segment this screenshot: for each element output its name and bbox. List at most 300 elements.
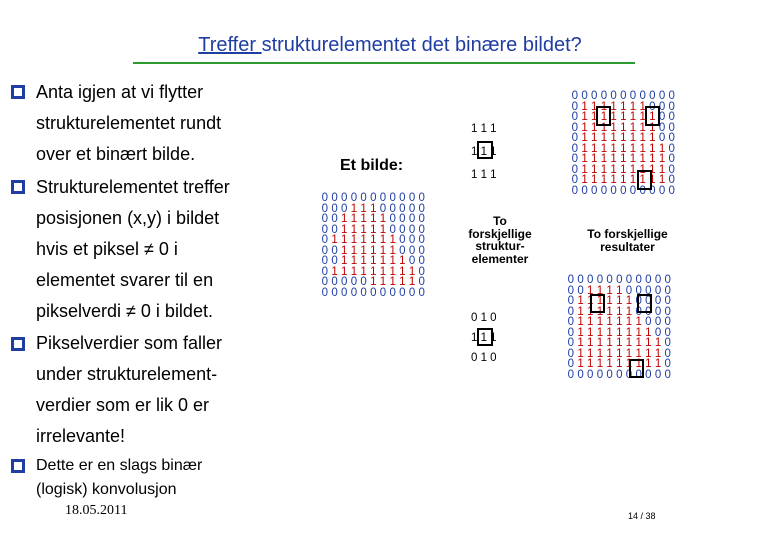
grid-cell: 0 [567, 274, 575, 286]
grid-cell: 1 [399, 276, 406, 288]
grid-cell: 1 [591, 163, 598, 176]
grid-cell: 0 [399, 213, 406, 225]
grid-cell: 1 [658, 153, 666, 165]
se2-row-3: 0 1 0 [471, 352, 497, 364]
grid-cell: 0 [635, 274, 642, 286]
grid-cell: 1 [399, 265, 406, 278]
grid-cell: 0 [581, 184, 588, 197]
grid-cell: 1 [610, 153, 617, 165]
grid-cell: 1 [577, 316, 584, 328]
grid-cell: 1 [360, 223, 367, 236]
grid-cell: 0 [567, 305, 575, 318]
grid-cell: 1 [625, 358, 633, 370]
grid-cell: 1 [370, 213, 377, 225]
grid-cell: 1 [591, 142, 598, 155]
grid-cell: 0 [616, 368, 623, 381]
grid-cell: 1 [620, 100, 627, 113]
grid-cell: 1 [577, 358, 584, 370]
grid-cell: 0 [620, 184, 627, 197]
grid-cell: 0 [331, 276, 338, 288]
grid-cell: 0 [408, 234, 416, 246]
grid-cell: 1 [408, 276, 416, 288]
bullet-marker-2 [11, 180, 25, 194]
grid-row [320, 188, 427, 204]
grid-row [566, 312, 673, 328]
bullet-line: posisjonen (x,y) i bildet [36, 208, 220, 228]
grid-cell: 0 [571, 184, 579, 197]
grid-cell: 1 [600, 121, 608, 134]
grid-cell: 1 [581, 100, 588, 113]
bullet-line: verdier som er lik 0 er [36, 395, 210, 415]
bullet-line: irrelevante! [36, 426, 126, 446]
grid-cell: 0 [571, 174, 579, 186]
title-underlined: Treffer [198, 34, 262, 56]
result-2-grid [566, 270, 673, 381]
grid-cell: 0 [350, 286, 358, 299]
grid-cell: 1 [610, 163, 617, 176]
bullet-marker-1 [11, 85, 25, 99]
bullet-line: Dette er en slags binær [36, 457, 203, 474]
grid-cell: 1 [600, 100, 608, 113]
grid-cell: 1 [591, 100, 598, 113]
grid-cell: 1 [625, 337, 633, 349]
grid-cell: 0 [341, 192, 348, 204]
grid-cell: 1 [341, 265, 348, 278]
grid-cell: 1 [341, 223, 348, 236]
grid-cell: 1 [350, 213, 358, 225]
bullet-line: pikselverdi ≠ 0 i bildet. [36, 301, 213, 321]
bullet-4-text [36, 454, 202, 502]
grid-cell: 0 [389, 286, 396, 299]
result-1-grid [570, 86, 677, 197]
grid-cell: 1 [658, 163, 666, 176]
grid-cell: 0 [635, 295, 642, 307]
grid-cell: 0 [571, 100, 579, 113]
grid-row [320, 199, 427, 215]
grid-row [570, 149, 677, 165]
bullet-line: strukturelementet rundt [36, 113, 222, 133]
grid-cell: 0 [664, 274, 671, 286]
se1-row-3: 1 1 1 [471, 169, 497, 181]
grid-cell: 1 [341, 213, 348, 225]
grid-cell: 0 [635, 284, 642, 297]
grid-cell: 0 [664, 284, 671, 297]
grid-cell: 0 [658, 121, 666, 134]
grid-row [566, 333, 673, 349]
grid-cell: 0 [625, 274, 633, 286]
grid-cell: 1 [625, 305, 633, 318]
grid-cell: 0 [668, 90, 675, 102]
grid-cell: 0 [321, 244, 329, 257]
grid-cell: 0 [567, 368, 575, 381]
grid-cell: 0 [408, 192, 416, 204]
grid-cell: 1 [591, 153, 598, 165]
grid-row [570, 170, 677, 186]
grid-row [570, 86, 677, 102]
grid-cell: 1 [389, 244, 396, 257]
grid-cell: 1 [616, 295, 623, 307]
grid-cell: 1 [370, 202, 377, 215]
grid-cell: 1 [616, 284, 623, 297]
grid-cell: 1 [600, 174, 608, 186]
grid-cell: 1 [616, 337, 623, 349]
grid-cell: 1 [654, 347, 662, 360]
grid-cell: 0 [408, 202, 416, 215]
grid-cell: 1 [389, 234, 396, 246]
bullet-line: hvis et piksel ≠ 0 i [36, 239, 178, 259]
grid-cell: 0 [654, 368, 662, 381]
slide-title [0, 34, 780, 57]
grid-cell: 1 [654, 337, 662, 349]
grid-cell: 0 [379, 286, 387, 299]
grid-cell: 1 [645, 337, 652, 349]
grid-cell: 1 [577, 347, 584, 360]
grid-cell: 1 [654, 358, 662, 370]
grid-cell: 1 [620, 132, 627, 144]
grid-cell: 1 [606, 316, 613, 328]
grid-cell: 0 [645, 295, 652, 307]
grid-row [320, 262, 427, 278]
grid-cell: 0 [668, 184, 675, 197]
grid-cell: 1 [620, 142, 627, 155]
grid-cell: 0 [664, 368, 671, 381]
grid-cell: 1 [616, 326, 623, 339]
grid-cell: 0 [370, 286, 377, 299]
grid-cell: 1 [620, 153, 627, 165]
grid-row [570, 107, 677, 123]
grid-cell: 1 [606, 337, 613, 349]
grid-cell: 1 [341, 234, 348, 246]
grid-cell: 1 [616, 305, 623, 318]
grid-cell: 1 [596, 284, 604, 297]
grid-cell: 0 [331, 255, 338, 267]
bullet-2-text [36, 172, 230, 327]
grid-cell: 0 [331, 286, 338, 299]
grid-cell: 1 [587, 326, 594, 339]
grid-cell: 1 [606, 305, 613, 318]
grid-cell: 0 [577, 284, 584, 297]
grid-cell: 1 [625, 295, 633, 307]
grid-cell: 1 [350, 234, 358, 246]
grid-cell: 0 [668, 111, 675, 123]
results-label-line: To forskjellige [587, 227, 668, 241]
grid-cell: 1 [596, 337, 604, 349]
grid-cell: 0 [658, 100, 666, 113]
grid-cell: 1 [591, 121, 598, 134]
grid-cell: 0 [389, 202, 396, 215]
se2-origin-box [477, 328, 493, 346]
grid-cell: 0 [389, 223, 396, 236]
grid-cell: 0 [399, 223, 406, 236]
bullet-line: over et binært bilde. [36, 144, 196, 164]
grid-cell: 0 [321, 276, 329, 288]
grid-row [570, 97, 677, 113]
grid-cell: 0 [664, 337, 671, 349]
grid-cell: 0 [596, 368, 604, 381]
grid-cell: 1 [350, 202, 358, 215]
grid-cell: 1 [639, 174, 646, 186]
se-label-line: forskjellige [468, 226, 532, 241]
grid-cell: 1 [629, 121, 637, 134]
grid-cell: 0 [596, 274, 604, 286]
grid-cell: 1 [610, 111, 617, 123]
grid-cell: 0 [389, 192, 396, 204]
grid-cell: 0 [577, 368, 584, 381]
grid-cell: 1 [587, 295, 594, 307]
grid-cell: 0 [625, 368, 633, 381]
grid-cell: 0 [331, 202, 338, 215]
grid-cell: 1 [360, 213, 367, 225]
grid-cell: 1 [581, 163, 588, 176]
grid-row [566, 323, 673, 339]
bullet-line: under strukturelement- [36, 364, 218, 384]
grid-cell: 0 [418, 213, 425, 225]
grid-cell: 1 [370, 223, 377, 236]
grid-cell: 1 [341, 244, 348, 257]
grid-cell: 0 [629, 184, 637, 197]
grid-cell: 1 [606, 358, 613, 370]
grid-cell: 0 [379, 192, 387, 204]
grid-cell: 1 [625, 347, 633, 360]
result-1-highlight-box [645, 106, 660, 126]
grid-cell: 0 [399, 244, 406, 257]
grid-cell: 1 [596, 316, 604, 328]
grid-cell: 0 [658, 90, 666, 102]
grid-cell: 0 [567, 326, 575, 339]
grid-cell: 1 [600, 153, 608, 165]
grid-cell: 1 [639, 100, 646, 113]
se-label-line: struktur- [475, 239, 525, 253]
grid-cell: 1 [616, 358, 623, 370]
grid-cell: 1 [370, 244, 377, 257]
grid-cell: 1 [581, 153, 588, 165]
grid-cell: 0 [418, 223, 425, 236]
grid-cell: 0 [418, 265, 425, 278]
grid-cell: 1 [370, 276, 377, 288]
grid-cell: 1 [350, 255, 358, 267]
grid-cell: 1 [635, 337, 642, 349]
grid-cell: 0 [389, 213, 396, 225]
grid-cell: 1 [408, 265, 416, 278]
grid-cell: 1 [600, 163, 608, 176]
grid-cell: 1 [658, 142, 666, 155]
grid-cell: 0 [418, 192, 425, 204]
grid-cell: 0 [668, 153, 675, 165]
grid-cell: 1 [610, 174, 617, 186]
grid-cell: 1 [577, 326, 584, 339]
grid-cell: 1 [379, 223, 387, 236]
grid-cell: 1 [587, 337, 594, 349]
grid-cell: 0 [399, 202, 406, 215]
bullet-line: Strukturelementet treffer [36, 177, 230, 197]
grid-cell: 0 [399, 192, 406, 204]
grid-cell: 1 [649, 132, 656, 144]
grid-row [320, 283, 427, 299]
grid-cell: 1 [379, 265, 387, 278]
grid-cell: 0 [567, 284, 575, 297]
grid-cell: 1 [591, 132, 598, 144]
grid-cell: 0 [567, 316, 575, 328]
grid-cell: 0 [571, 132, 579, 144]
grid-cell: 0 [321, 255, 329, 267]
grid-row [566, 365, 673, 381]
grid-row [566, 291, 673, 307]
grid-cell: 1 [581, 174, 588, 186]
results-label [570, 228, 685, 254]
grid-cell: 0 [635, 368, 642, 381]
grid-cell: 1 [610, 100, 617, 113]
grid-cell: 0 [321, 202, 329, 215]
grid-cell: 0 [418, 286, 425, 299]
grid-cell: 1 [625, 316, 633, 328]
grid-cell: 0 [658, 184, 666, 197]
grid-cell: 1 [645, 326, 652, 339]
bullet-line: elementet svarer til en [36, 270, 214, 290]
grid-cell: 1 [620, 121, 627, 134]
grid-cell: 1 [587, 305, 594, 318]
grid-row [566, 354, 673, 370]
grid-cell: 0 [408, 286, 416, 299]
grid-cell: 0 [341, 202, 348, 215]
grid-cell: 0 [610, 90, 617, 102]
grid-cell: 1 [629, 100, 637, 113]
grid-cell: 0 [321, 286, 329, 299]
results-label-line: resultater [600, 240, 655, 254]
grid-row [566, 344, 673, 360]
grid-cell: 1 [635, 347, 642, 360]
grid-cell: 0 [571, 90, 579, 102]
grid-cell: 1 [600, 111, 608, 123]
grid-cell: 0 [321, 234, 329, 246]
grid-cell: 0 [645, 368, 652, 381]
result-2-highlight-box [629, 359, 644, 378]
grid-cell: 0 [645, 316, 652, 328]
grid-cell: 0 [408, 223, 416, 236]
grid-cell: 1 [360, 255, 367, 267]
grid-cell: 0 [668, 132, 675, 144]
grid-cell: 1 [629, 111, 637, 123]
grid-cell: 1 [587, 284, 594, 297]
grid-cell: 1 [360, 234, 367, 246]
bullet-marker-3 [11, 337, 25, 351]
grid-cell: 0 [658, 111, 666, 123]
grid-row [320, 220, 427, 236]
grid-cell: 1 [620, 111, 627, 123]
grid-cell: 1 [577, 337, 584, 349]
grid-cell: 0 [645, 274, 652, 286]
grid-cell: 1 [596, 305, 604, 318]
grid-cell: 0 [418, 202, 425, 215]
bullet-3-text [36, 328, 222, 452]
se1-row-1: 1 1 1 [471, 123, 497, 135]
grid-cell: 1 [350, 265, 358, 278]
grid-row [566, 281, 673, 297]
grid-cell: 0 [664, 326, 671, 339]
grid-cell: 0 [639, 184, 646, 197]
se2-row-1: 0 1 0 [471, 312, 497, 324]
grid-cell: 0 [649, 90, 656, 102]
result-1-highlight-box [637, 170, 652, 190]
grid-cell: 0 [321, 192, 329, 204]
grid-cell: 0 [664, 305, 671, 318]
page-number: 14 / 38 [628, 511, 656, 521]
grid-row [570, 139, 677, 155]
image-label: Et bilde: [340, 157, 404, 174]
grid-cell: 1 [370, 265, 377, 278]
grid-cell: 0 [350, 276, 358, 288]
grid-cell: 0 [668, 174, 675, 186]
grid-cell: 1 [370, 255, 377, 267]
grid-cell: 1 [639, 153, 646, 165]
grid-cell: 1 [606, 284, 613, 297]
grid-cell: 0 [654, 274, 662, 286]
grid-cell: 1 [379, 213, 387, 225]
grid-cell: 1 [629, 132, 637, 144]
grid-cell: 1 [581, 142, 588, 155]
grid-row [570, 160, 677, 176]
grid-cell: 1 [331, 265, 338, 278]
grid-cell: 0 [331, 244, 338, 257]
grid-cell: 0 [668, 142, 675, 155]
grid-cell: 0 [635, 305, 642, 318]
grid-cell: 1 [581, 111, 588, 123]
grid-cell: 1 [658, 174, 666, 186]
se-label-line: elementer [471, 251, 529, 266]
grid-row [320, 251, 427, 267]
grid-cell: 1 [591, 174, 598, 186]
grid-cell: 0 [600, 184, 608, 197]
bullet-line: Pikselverdier som faller [36, 333, 223, 353]
grid-cell: 1 [629, 174, 637, 186]
grid-cell: 1 [596, 326, 604, 339]
grid-cell: 1 [635, 316, 642, 328]
grid-cell: 0 [654, 326, 662, 339]
grid-cell: 0 [331, 192, 338, 204]
grid-cell: 1 [639, 142, 646, 155]
grid-cell: 1 [649, 163, 656, 176]
grid-cell: 0 [645, 284, 652, 297]
grid-cell: 1 [645, 358, 652, 370]
se1-origin-box [477, 141, 493, 159]
grid-cell: 1 [649, 153, 656, 165]
grid-cell: 0 [654, 316, 662, 328]
grid-row [320, 230, 427, 246]
grid-cell: 0 [331, 223, 338, 236]
bullet-line: Anta igjen at vi flytter [36, 82, 204, 102]
grid-cell: 0 [567, 337, 575, 349]
grid-cell: 0 [664, 295, 671, 307]
grid-cell: 0 [408, 213, 416, 225]
grid-cell: 0 [649, 100, 656, 113]
grid-cell: 0 [600, 90, 608, 102]
grid-cell: 1 [620, 163, 627, 176]
grid-cell: 1 [629, 163, 637, 176]
se-label-line: To [493, 214, 507, 228]
grid-cell: 0 [418, 276, 425, 288]
grid-cell: 1 [389, 265, 396, 278]
grid-cell: 1 [606, 326, 613, 339]
grid-cell: 1 [649, 142, 656, 155]
grid-cell: 1 [341, 255, 348, 267]
footer-date: 18.05.2011 [65, 503, 128, 518]
grid-cell: 1 [639, 111, 646, 123]
grid-cell: 0 [418, 255, 425, 267]
grid-cell: 1 [606, 295, 613, 307]
grid-cell: 1 [649, 111, 656, 123]
grid-cell: 0 [571, 121, 579, 134]
grid-cell: 1 [625, 326, 633, 339]
grid-cell: 1 [610, 132, 617, 144]
